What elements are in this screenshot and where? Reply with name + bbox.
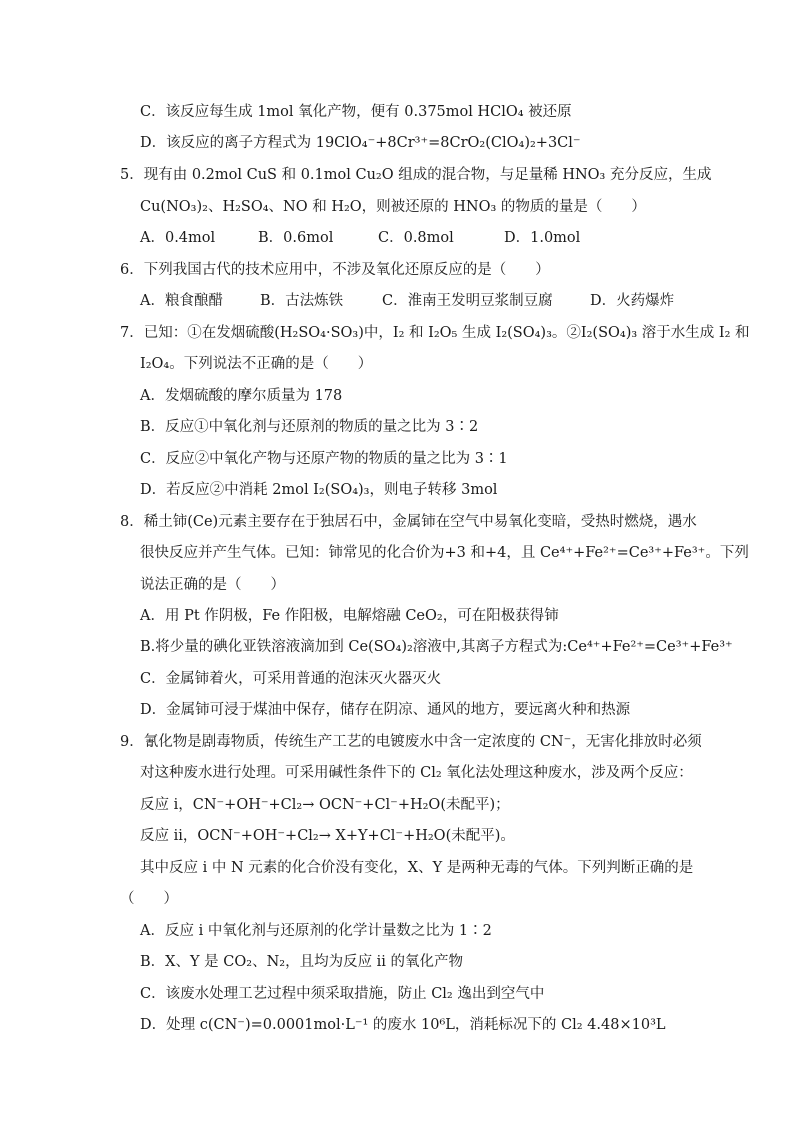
q8-option-a: A．用 Pt 作阴极，Fe 作阳极，电解熔融 CeO₂，可在阳极获得铈: [140, 608, 559, 624]
q6-option-d: D．火药爆炸: [590, 293, 675, 309]
q5-option-b: B．0.6mol: [258, 230, 334, 246]
q9-option-d: D．处理 c(CN⁻)=0.0001mol·L⁻¹ 的废水 10⁶L，消耗标况下的 Cl₂ 4.48×10³L: [140, 1017, 666, 1033]
q7-option-a: A．发烟硫酸的摩尔质量为 178: [140, 388, 343, 404]
q9-reaction-ii: 反应 ii，OCN⁻+OH⁻+Cl₂→ X+Y+Cl⁻+H₂O(未配平)。: [140, 828, 515, 844]
q5-stem: 5．现有由 0.2mol CuS 和 0.1mol Cu₂O 组成的混合物，与足量稀 HNO₃ 充分反应，生成: [120, 167, 712, 183]
q7-option-b: B．反应①中氧化剂与还原剂的物质的量之比为 3∶2: [140, 419, 479, 435]
q8-stem-cont-2: 说法正确的是（ ）: [140, 577, 285, 593]
q9-option-c: C．该废水处理工艺过程中须采取措施，防止 Cl₂ 逸出到空气中: [140, 986, 545, 1002]
q5-options: [140, 228, 740, 248]
q6-option-b: B．古法炼铁: [260, 293, 344, 309]
q5-option-d: D．1.0mol: [504, 230, 581, 246]
q5-stem-cont: Cu(NO₃)₂、H₂SO₄、NO 和 H₂O，则被还原的 HNO₃ 的物质的量是（ ）: [140, 199, 646, 215]
q5-option-a: A．0.4mol: [140, 230, 216, 246]
q7-option-c: C．反应②中氧化产物与还原产物的物质的量之比为 3∶1: [140, 451, 508, 467]
q6-option-a: A．粮食酿醋: [140, 293, 223, 309]
q9-option-a: A．反应 i 中氧化剂与还原剂的化学计量数之比为 1∶2: [140, 923, 492, 939]
q8-option-d: D．金属铈可浸于煤油中保存，储存在阴凉、通风的地方，要远离火种和热源: [140, 702, 631, 718]
q6-options: [140, 291, 740, 311]
q6-stem: 6．下列我国古代的技术应用中，不涉及氧化还原反应的是（ ）: [120, 262, 550, 278]
q9-answer-blank: （ ）: [120, 891, 178, 907]
q9-option-b: B．X、Y 是 CO₂、N₂，且均为反应 ii 的氧化产物: [140, 954, 464, 970]
q7-option-d: D．若反应②中消耗 2mol I₂(SO₄)₃，则电子转移 3mol: [140, 482, 498, 498]
q9-stem-cont-1: 对这种废水进行处理。可采用碱性条件下的 Cl₂ 氧化法处理这种废水，涉及两个反应：: [140, 765, 693, 781]
q4-option-c: C．该反应每生成 1mol 氧化产物，便有 0.375mol HClO₄ 被还原: [140, 104, 572, 120]
q8-option-c: C．金属铈着火，可采用普通的泡沫灭火器灭火: [140, 671, 442, 687]
q9-stem-cont-2: 其中反应 i 中 N 元素的化合价没有变化，X、Y 是两种无毒的气体。下列判断正确的是: [140, 860, 694, 876]
q6-option-c: C．淮南王发明豆浆制豆腐: [382, 293, 553, 309]
q5-option-c: C．0.8mol: [378, 230, 454, 246]
q4-option-d: D．该反应的离子方程式为 19ClO₄⁻+8Cr³⁺=8CrO₂(ClO₄)₂+3Cl⁻: [140, 135, 581, 151]
q9-stem: 9．氰化物是剧毒物质，传统生产工艺的电镀废水中含一定浓度的 CN⁻，无害化排放时必须: [120, 734, 702, 750]
q8-stem: 8．稀土铈(Ce)元素主要存在于独居石中，金属铈在空气中易氧化变暗，受热时燃烧，遇水: [120, 514, 697, 530]
q7-stem: 7．已知：①在发烟硫酸(H₂SO₄·SO₃)中，I₂ 和 I₂O₅ 生成 I₂(SO₄)₃。②I₂(SO₄)₃ 溶于水生成 I₂ 和: [120, 325, 750, 341]
q7-stem-cont: I₂O₄。下列说法不正确的是（ ）: [140, 356, 373, 372]
q8-stem-cont-1: 很快反应并产生气体。已知：铈常见的化合价为+3 和+4，且 Ce⁴⁺+Fe²⁺=Ce³⁺+Fe³⁺。下列: [140, 545, 749, 561]
q8-option-b: B.将少量的碘化亚铁溶液滴加到 Ce(SO₄)₂溶液中,其离子方程式为:Ce⁴⁺+Fe²⁺=Ce³⁺+Fe³⁺: [140, 639, 733, 655]
q9-reaction-i: 反应 i，CN⁻+OH⁻+Cl₂→ OCN⁻+Cl⁻+H₂O(未配平)；: [140, 797, 510, 813]
